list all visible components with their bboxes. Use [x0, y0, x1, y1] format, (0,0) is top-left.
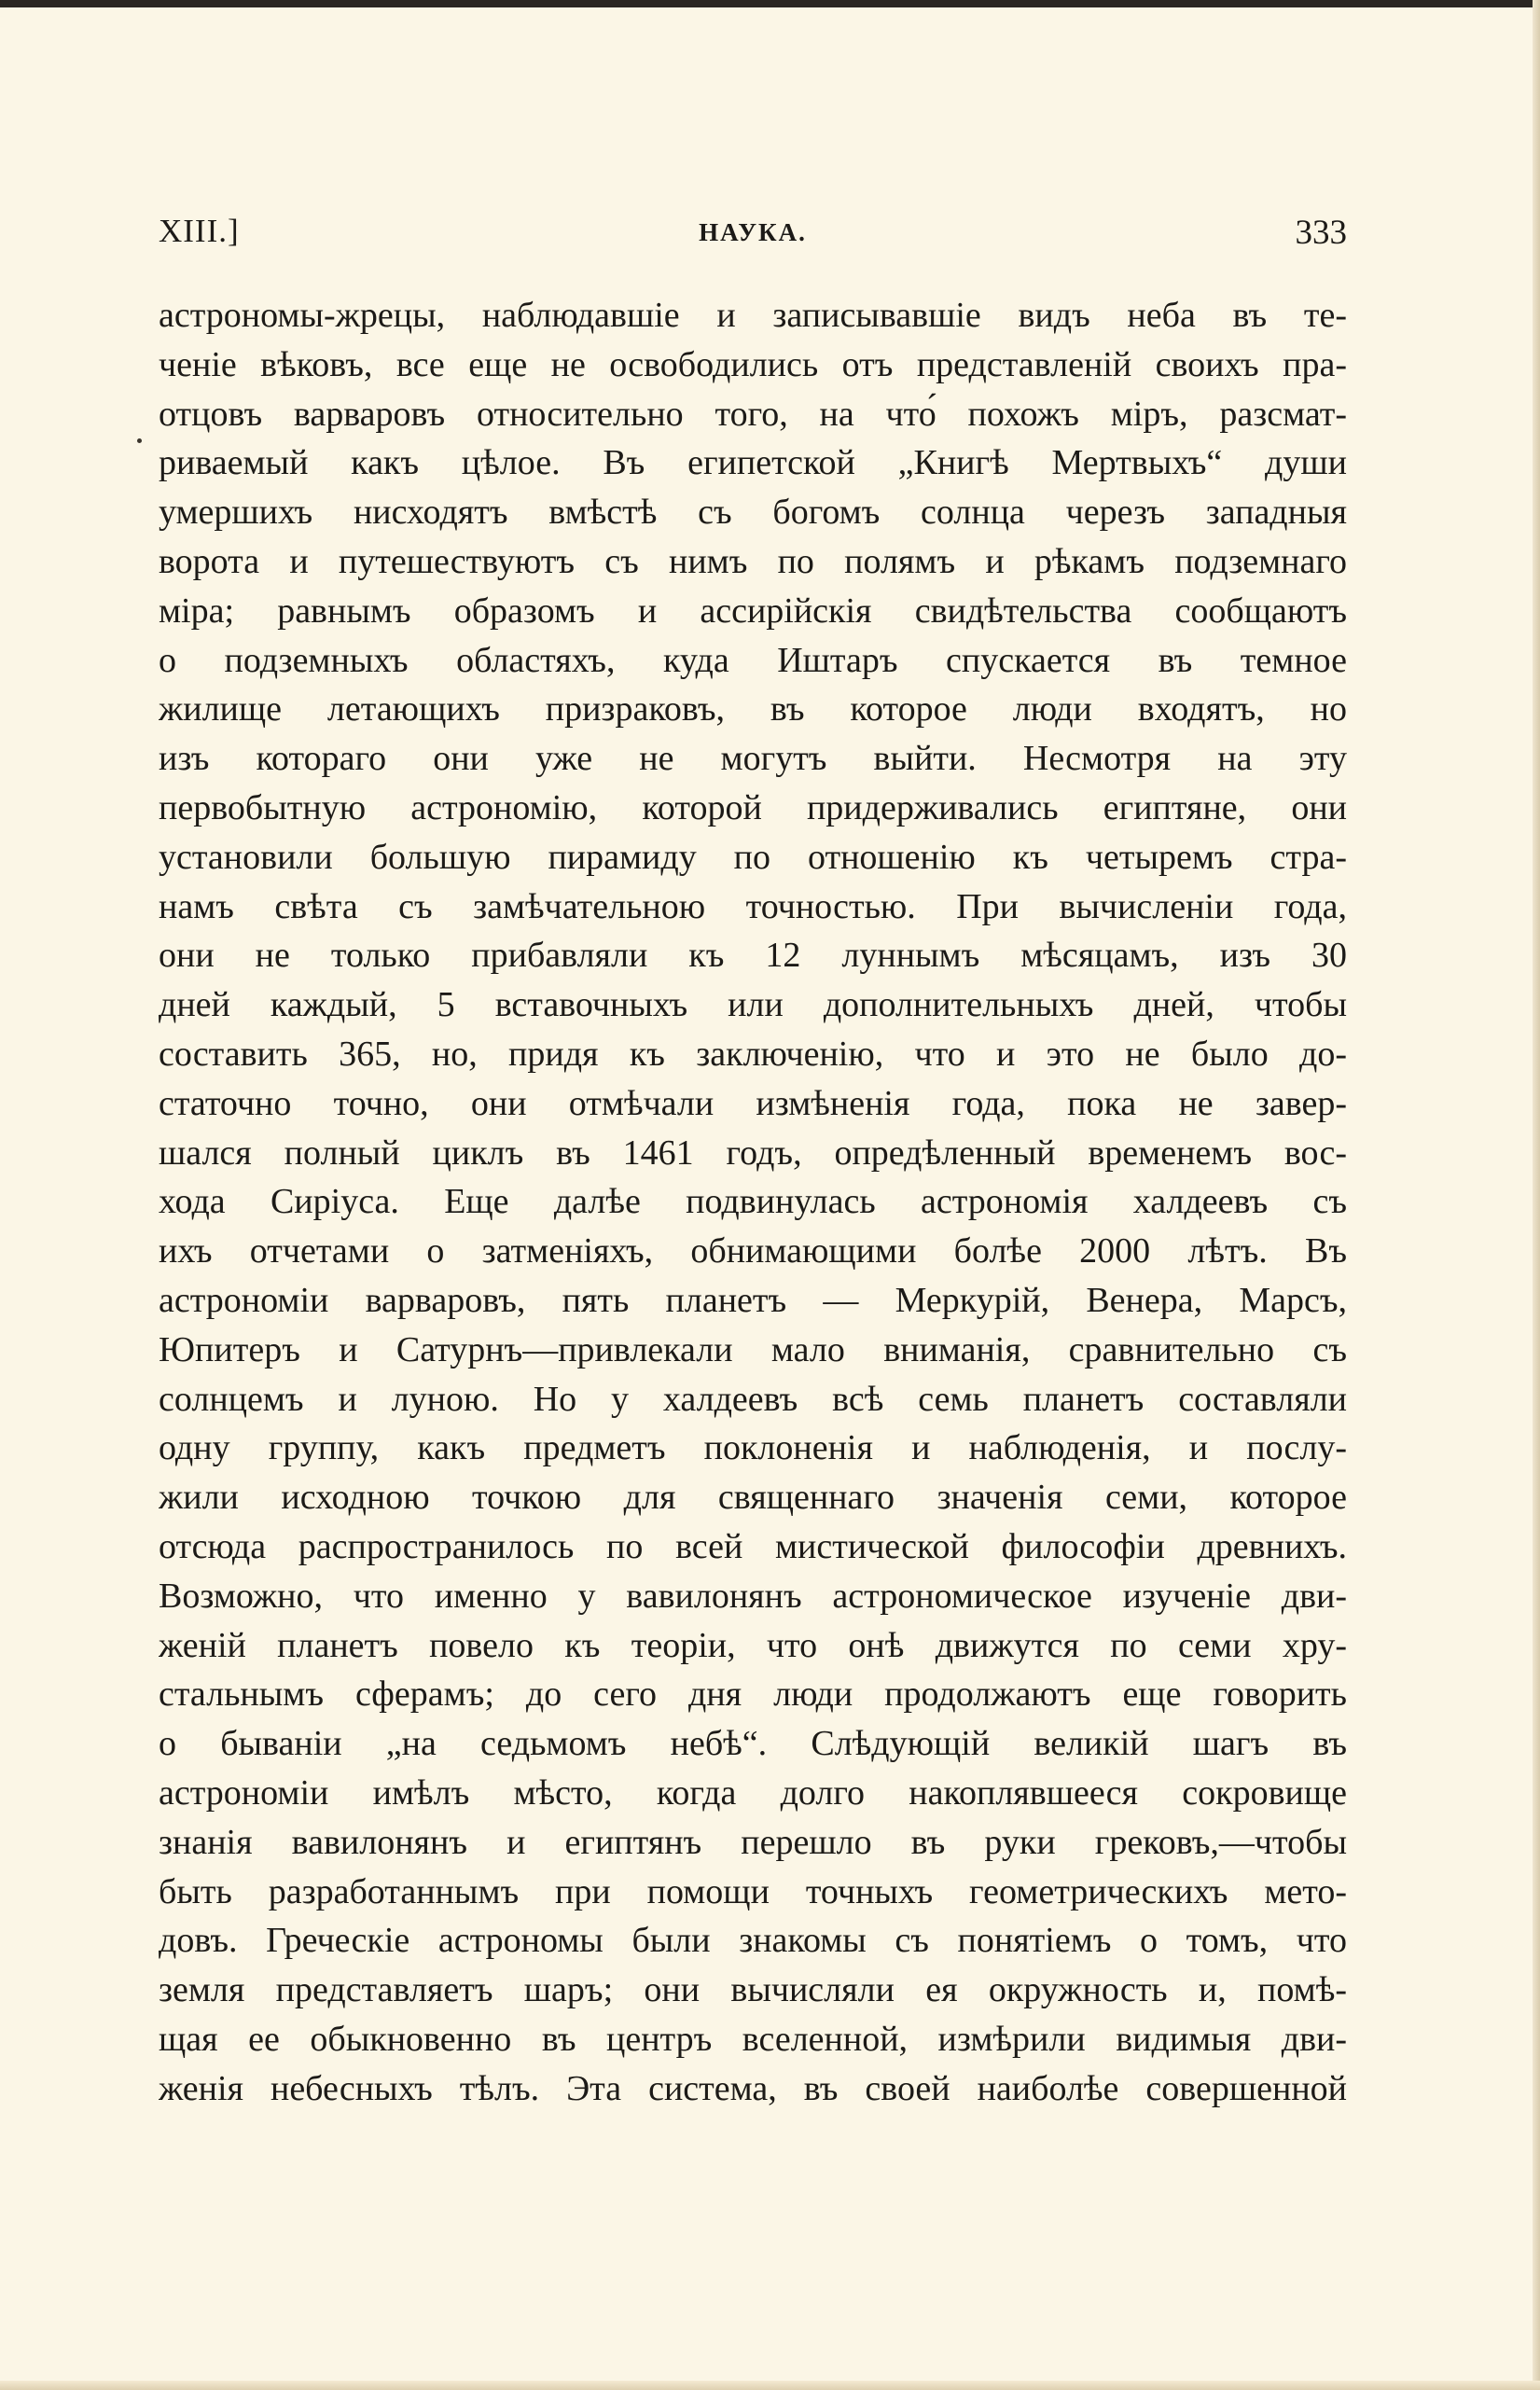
text-line: о бываніи „на седьмомъ небѣ“. Слѣдующій великій шагъ въ	[159, 1724, 1347, 1764]
text-line: ворота и путешествуютъ съ нимъ по полямъ и рѣкамъ подземнаго	[159, 541, 1347, 581]
text-line: ченіе вѣковъ, все еще не освободились отъ представленій своихъ пра-	[159, 344, 1347, 384]
text-line: щая ее обыкновенно въ центръ вселенной, измѣрили видимыя дви-	[159, 2019, 1347, 2059]
text-line: земля представляетъ шаръ; они вычисляли ея окружность и, помѣ-	[159, 1970, 1347, 2010]
chapter-number: XIII.]	[159, 213, 240, 249]
text-line: солнцемъ и луною. Но у халдеевъ всѣ семь планетъ составляли	[159, 1379, 1347, 1419]
page-right-edge	[1533, 0, 1540, 2390]
text-line: знанія вавилонянъ и египтянъ перешло въ руки грековъ,—чтобы	[159, 1822, 1347, 1862]
page-top-edge	[0, 0, 1540, 7]
text-line: женій планетъ повело къ теоріи, что онѣ движутся по семи хру-	[159, 1625, 1347, 1665]
text-line: установили большую пирамиду по отношенію къ четыремъ стра-	[159, 837, 1347, 877]
text-line: намъ свѣта съ замѣчательною точностью. При вычисленіи года,	[159, 886, 1347, 926]
text-line: отсюда распространилось по всей мистической философіи древнихъ.	[159, 1526, 1347, 1566]
text-line: быть разработаннымъ при помощи точныхъ геометрическихъ мето-	[159, 1871, 1347, 1911]
text-line: одну группу, какъ предметъ поклоненія и наблюденія, и послу-	[159, 1428, 1347, 1468]
text-line: изъ котораго они уже не могутъ выйти. Несмотря на эту	[159, 739, 1347, 779]
text-line: отцовъ варваровъ относительно того, на что́ похожъ міръ, разсмат-	[159, 394, 1347, 434]
body-text	[159, 291, 1347, 2113]
text-line: астрономіи варваровъ, пять планетъ — Меркурій, Венера, Марсъ,	[159, 1280, 1347, 1320]
running-head	[159, 213, 1347, 257]
text-line: Возможно, что именно у вавилонянъ астрономическое изученіе дви-	[159, 1576, 1347, 1616]
text-line: жили исходною точкою для священнаго значенія семи, которое	[159, 1478, 1347, 1518]
text-line: составить 365, но, придя къ заключенію, что и это не было до-	[159, 1034, 1347, 1074]
text-line: первобытную астрономію, которой придерживались египтяне, они	[159, 787, 1347, 827]
text-line: Юпитеръ и Сатурнъ—привлекали мало вниманія, сравнительно съ	[159, 1329, 1347, 1369]
text-line: дней каждый, 5 вставочныхъ или дополнительныхъ дней, чтобы	[159, 985, 1347, 1025]
text-line: жилище летающихъ призраковъ, въ которое люди входятъ, но	[159, 689, 1347, 730]
text-line: астрономы-жрецы, наблюдавшіе и записывавшіе видъ неба въ те-	[159, 296, 1347, 335]
page-bottom-edge	[0, 2381, 1540, 2390]
text-line: шался полный циклъ въ 1461 годъ, опредѣленный временемъ вос-	[159, 1132, 1347, 1173]
text-line: они не только прибавляли къ 12 луннымъ мѣсяцамъ, изъ 30	[159, 936, 1347, 976]
text-line: астрономіи имѣлъ мѣсто, когда долго накоплявшееся сокровище	[159, 1772, 1347, 1813]
text-line: хода Сиріуса. Еще далѣе подвинулась астрономія халдеевъ съ	[159, 1182, 1347, 1222]
text-line: ихъ отчетами о затменіяхъ, обнимающими болѣе 2000 лѣтъ. Въ	[159, 1231, 1347, 1271]
section-title: НАУКА.	[699, 218, 807, 246]
text-line: о подземныхъ областяхъ, куда Иштаръ спускается въ темное	[159, 640, 1347, 680]
text-line: стальнымъ сферамъ; до сего дня люди продолжаютъ еще говорить	[159, 1674, 1347, 1715]
text-line: умершихъ нисходятъ вмѣстѣ съ богомъ солнца черезъ западныя	[159, 493, 1347, 533]
text-line: статочно точно, они отмѣчали измѣненія года, пока не завер-	[159, 1083, 1347, 1123]
text-line: женія небесныхъ тѣлъ. Эта система, въ своей наиболѣе совершенной	[159, 2068, 1347, 2108]
text-line: риваемый какъ цѣлое. Въ египетской „Книгѣ Мертвыхъ“ души	[159, 443, 1347, 483]
text-line: довъ. Греческіе астрономы были знакомы съ понятіемъ о томъ, что	[159, 1921, 1347, 1961]
page-number: 333	[1295, 214, 1347, 252]
ink-speck	[137, 438, 142, 443]
text-line: міра; равнымъ образомъ и ассирійскія свидѣтельства сообщаютъ	[159, 591, 1347, 631]
